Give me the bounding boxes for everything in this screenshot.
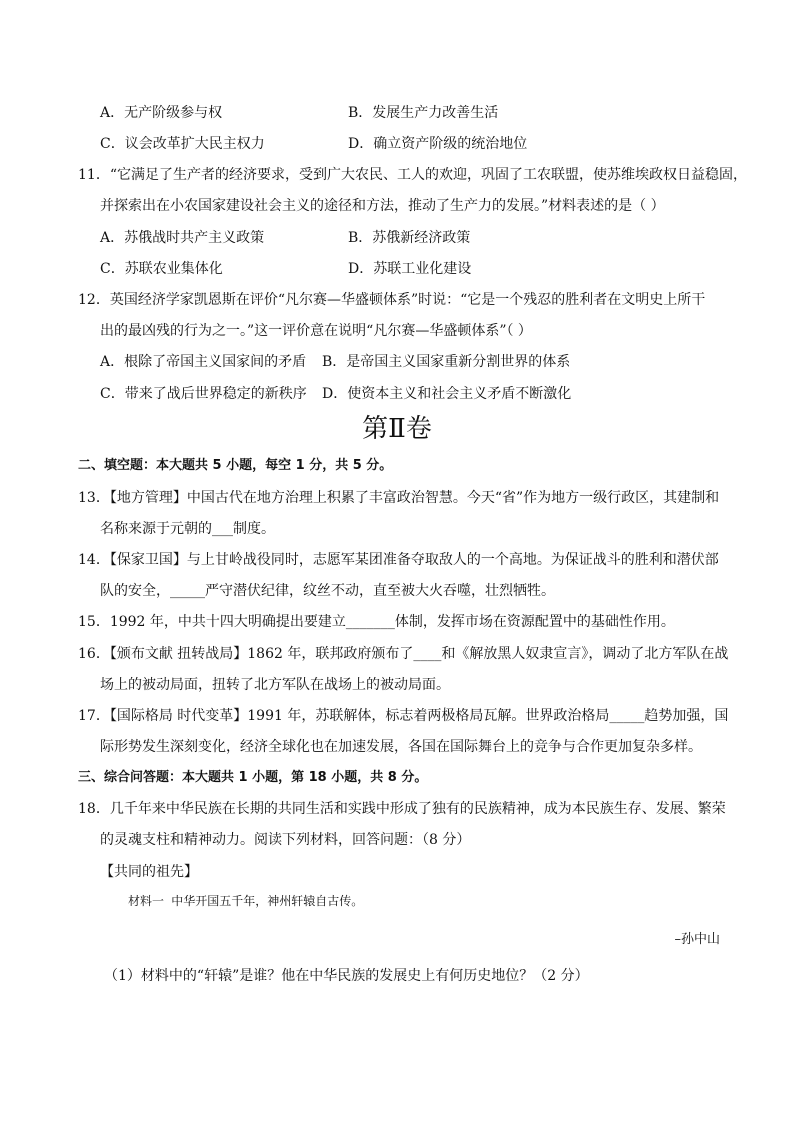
q11-option-b: B．苏俄新经济政策 — [348, 230, 471, 246]
q14-line1: 14．【保家卫国】与上甘岭战役同时，志愿军某团准备夺取敌人的一个高地。为保证战斗的胜利和潜伏部 — [78, 552, 719, 568]
q11-stem-line2: 并探索出在小农国家建设社会主义的途径和方法，推动了生产力的发展。”材料表述的是（ ） — [100, 198, 665, 214]
q12-option-a: A．根除了帝国主义国家间的矛盾 — [100, 354, 307, 370]
q18-material-quote: 材料一 中华开国五千年，神州轩辕自古传。 — [128, 894, 364, 908]
q17-line1: 17．【国际格局 时代变革】1991 年，苏联解体，标志着两极格局瓦解。世界政治格局_____趋势加强，国 — [78, 708, 729, 724]
q10-option-d: D．确立资产阶级的统治地位 — [348, 136, 528, 152]
q11-option-c: C．苏联农业集体化 — [100, 261, 223, 277]
q13-line1: 13．【地方管理】中国古代在地方治理上积累了丰富政治智慧。今天“省”作为地方一级行政区，其建制和 — [78, 490, 720, 506]
q12-option-c: C．带来了战后世界稳定的新秩序 — [100, 386, 307, 402]
q18-line1: 18．几千年来中华民族在长期的共同生活和实践中形成了独有的民族精神，成为本民族生存、发展、繁荣 — [78, 801, 726, 817]
q15-line1: 15．1992 年，中共十四大明确提出要建立_______体制，发挥市场在资源配置中的基础性作用。 — [78, 614, 675, 630]
q18-material-author: –孙中山 — [674, 932, 720, 947]
q18-subquestion-1: （1）材料中的“轩辕”是谁？他在中华民族的发展史上有何历史地位？（2 分） — [104, 968, 589, 984]
q10-option-c: C．议会改革扩大民主权力 — [100, 136, 265, 152]
q11-stem-line1: 11．“它满足了生产者的经济要求，受到广大农民、工人的欢迎，巩固了工农联盟，使苏维埃政权日益稳固， — [78, 167, 747, 183]
q14-line2: 队的安全，_____严守潜伏纪律，纹丝不动，直至被大火吞噬，壮烈牺牲。 — [100, 583, 555, 599]
q16-line1: 16．【颁布文献 扭转战局】1862 年，联邦政府颁布了____和《解放黑人奴隶宣言》，调动了北方军队在战 — [78, 646, 729, 662]
part3-heading: 三、综合问答题：本大题共 1 小题，第 18 小题，共 8 分。 — [78, 770, 428, 785]
section-title: 第Ⅱ卷 — [362, 414, 432, 444]
q13-line2: 名称来源于元朝的___制度。 — [100, 521, 275, 537]
q12-stem-line1: 12．英国经济学家凯恩斯在评价“凡尔赛—华盛顿体系”时说：“它是一个残忍的胜利者在文明史上所干 — [78, 292, 706, 308]
q16-line2: 场上的被动局面，扭转了北方军队在战场上的被动局面。 — [100, 677, 450, 693]
q12-option-d: D．使资本主义和社会主义矛盾不断激化 — [322, 386, 572, 402]
q10-option-b: B．发展生产力改善生活 — [348, 105, 499, 121]
part2-heading: 二、填空题：本大题共 5 小题，每空 1 分，共 5 分。 — [78, 458, 393, 473]
q12-stem-line2: 出的最凶残的行为之一。”这一评价意在说明“凡尔赛—华盛顿体系”（ ） — [100, 323, 532, 339]
q12-option-b: B．是帝国主义国家重新分割世界的体系 — [322, 354, 571, 370]
q10-option-a: A．无产阶级参与权 — [100, 105, 223, 121]
q18-line2: 的灵魂支柱和精神动力。阅读下列材料，回答问题：（8 分） — [100, 832, 471, 848]
q11-option-d: D．苏联工业化建设 — [348, 261, 472, 277]
q18-subheading: 【共同的祖先】 — [100, 864, 198, 880]
q17-line2: 际形势发生深刻变化，经济全球化也在加速发展，各国在国际舞台上的竞争与合作更加复杂多样。 — [100, 739, 702, 755]
q11-option-a: A．苏俄战时共产主义政策 — [100, 230, 265, 246]
